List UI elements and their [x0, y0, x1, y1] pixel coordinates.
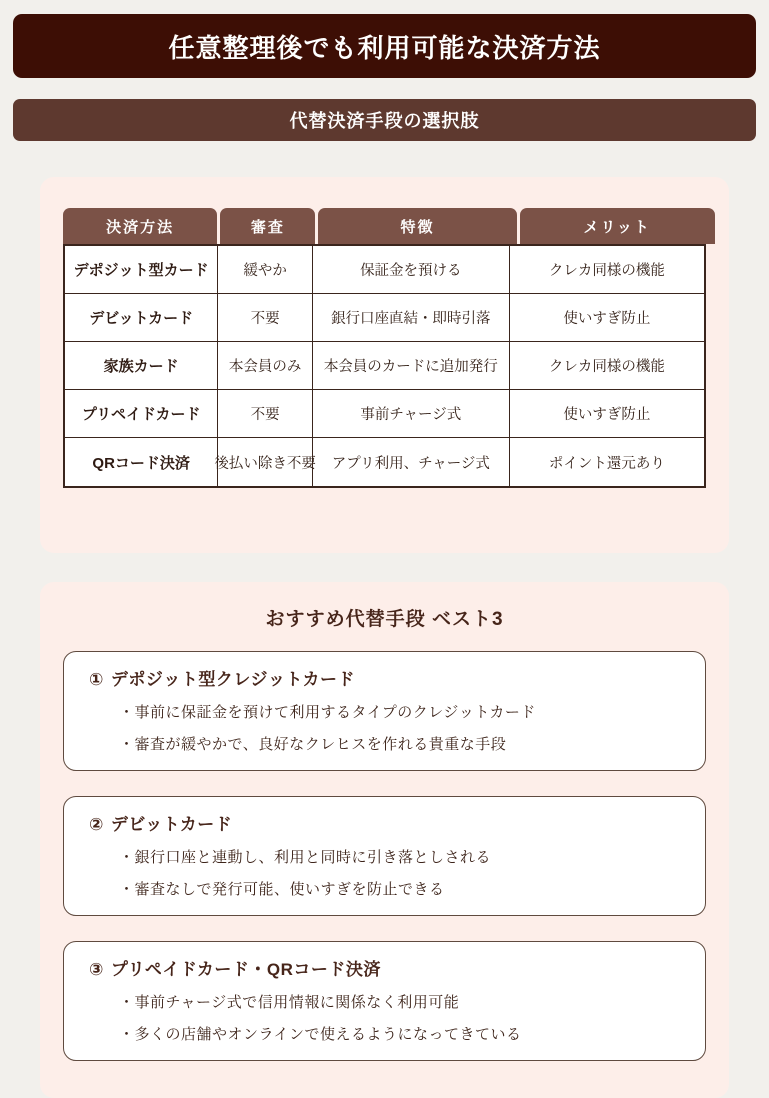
- table-cell: 家族カード: [65, 342, 218, 390]
- card-bullet: ・審査が緩やかで、良好なクレヒスを作れる貴重な手段: [119, 736, 507, 753]
- table-header-row: [63, 208, 706, 244]
- card-title: [89, 810, 685, 835]
- recommendation-card-1: [63, 651, 706, 771]
- table-cell: 事前チャージ式: [313, 390, 510, 438]
- card-bullet: ・多くの店舗やオンラインで使えるようになってきている: [119, 1026, 522, 1043]
- table-cell: 不要: [218, 390, 313, 438]
- table-cell: 保証金を預ける: [313, 246, 510, 294]
- subtitle-banner: [13, 99, 756, 141]
- table-cell: 使いすぎ防止: [510, 390, 704, 438]
- table-header-merit: メリット: [520, 208, 715, 244]
- payment-methods-table: [63, 208, 706, 488]
- table-body: [63, 244, 706, 488]
- table-cell: 緩やか: [218, 246, 313, 294]
- payment-methods-table-section: [40, 177, 729, 553]
- table-cell: 本会員のカードに追加発行: [313, 342, 510, 390]
- main-title-text: 任意整理後でも利用可能な決済方法: [168, 32, 601, 63]
- card-title: [89, 665, 685, 690]
- table-cell: ポイント還元あり: [548, 455, 665, 472]
- table-cell: QRコード決済: [65, 438, 218, 486]
- table-cell: クレカ同様の機能: [510, 342, 704, 390]
- table-cell: アプリ利用、チャージ式: [313, 438, 510, 486]
- card-title-text: デビットカード: [110, 815, 233, 834]
- table-cell: 銀行口座直結・即時引落: [313, 294, 510, 342]
- table-header-method: 決済方法: [63, 208, 217, 244]
- table-cell: 使いすぎ防止: [510, 294, 704, 342]
- card-title-text: デポジット型クレジットカード: [110, 670, 355, 689]
- recommendation-card-2: [63, 796, 706, 916]
- table-header-screening: 審査: [220, 208, 315, 244]
- recommendations-section: [40, 582, 729, 1098]
- card-bullet: ・事前に保証金を預けて利用するタイプのクレジットカード: [119, 704, 536, 721]
- table-cell: 本会員のみ: [218, 342, 313, 390]
- table-cell: プリペイドカード: [65, 390, 218, 438]
- main-title-banner: [13, 14, 756, 78]
- card-number-icon: ②: [89, 815, 104, 834]
- card-title-text: プリペイドカード・QRコード決済: [110, 960, 381, 979]
- card-bullet: ・銀行口座と連動し、利用と同時に引き落としされる: [119, 849, 492, 866]
- table-cell: 不要: [218, 294, 313, 342]
- card-title: [89, 955, 685, 980]
- table-header-feature: 特徴: [318, 208, 516, 244]
- recommendations-title: おすすめ代替手段 ベスト3: [265, 609, 504, 630]
- card-number-icon: ③: [89, 960, 104, 979]
- table-cell: デビットカード: [65, 294, 218, 342]
- table-cell: 後払い除き不要: [218, 438, 313, 486]
- card-bullet: ・事前チャージ式で信用情報に関係なく利用可能: [119, 994, 460, 1011]
- card-number-icon: ①: [89, 670, 104, 689]
- table-cell: クレカ同様の機能: [510, 246, 704, 294]
- table-cell: デポジット型カード: [65, 246, 218, 294]
- subtitle-text: 代替決済手段の選択肢: [289, 111, 480, 131]
- card-bullet: ・審査なしで発行可能、使いすぎを防止できる: [119, 881, 445, 898]
- recommendation-card-3: [63, 941, 706, 1061]
